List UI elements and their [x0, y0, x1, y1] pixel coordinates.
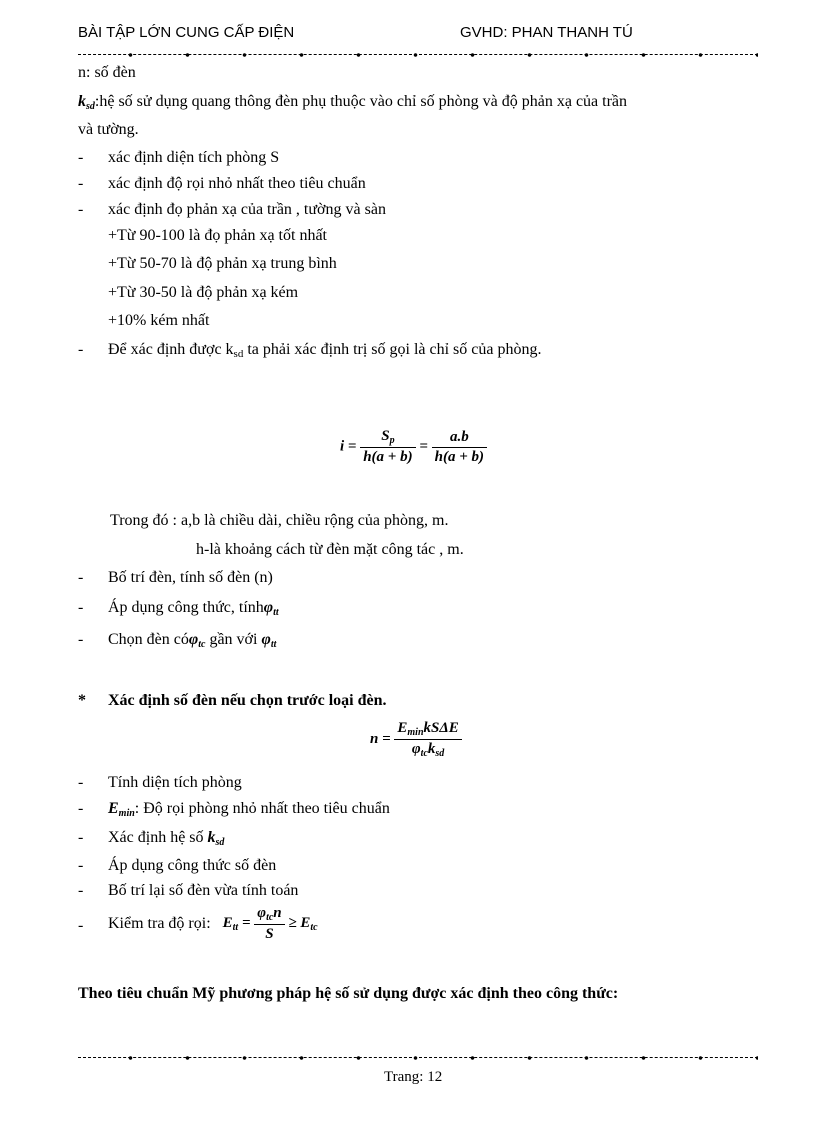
ksd-definition [78, 93, 627, 112]
formula-i-frac1: $\frac{S_p}{h(a + b)}$ [360, 428, 415, 466]
section-star: * [78, 692, 86, 709]
reflectance-medium: +Từ 50-70 là độ phản xạ trung bình [108, 255, 337, 272]
formula-i-frac2: $\frac{a.b}{h(a + b)}$ [432, 429, 487, 466]
ksd-symbol: k [78, 93, 86, 110]
step-area: xác định diện tích phòng S [108, 149, 280, 166]
dash-bullet: - [78, 774, 84, 791]
where-line-1: Trong đó : a,b là chiều dài, chiều rộng của phòng, m. [110, 512, 449, 529]
step-choose-lamp: Chọn đèn cóφ$_{tc}$ gần với $\varphi_{tt}$ [108, 631, 277, 650]
step-apply-formula: Áp dụng công thức, tínhφ$_{tt}$ [108, 599, 279, 618]
n-definition: n: số đèn [78, 64, 136, 81]
header-instructor: GVHD: PHAN THANH TÚ [460, 24, 633, 41]
dash-bullet: - [78, 201, 84, 218]
ksd-definition-text: :hệ số sử dụng quang thông đèn phụ thuộc vào chỉ số phòng và độ phản xạ của trần [94, 93, 628, 110]
reflectance-best: +Từ 90-100 là đọ phản xạ tốt nhất [108, 227, 327, 244]
where-line-2: h-là khoảng cách từ đèn mặt công tác , m. [196, 541, 464, 558]
dash-bullet: - [78, 829, 84, 846]
dash-bullet: - [78, 569, 84, 586]
formula-lamp-count: n = $\frac{E_{min}kS\Delta E}{\varphi_{tc}k_{sd}}$ [370, 720, 462, 759]
ksd-symbol-sub: sd [86, 101, 95, 112]
step-arrange-lamps: Bố trí đèn, tính số đèn (n) [108, 569, 273, 586]
step-rearrange: Bố trí lại số đèn vừa tính toán [108, 882, 299, 899]
formula-room-index: i = $\frac{S_p}{h(a + b)}$ = $\frac{a.b}{h(a + b)}$ [340, 428, 487, 466]
footer-rule [78, 1054, 758, 1062]
reflectance-poor: +Từ 30-50 là độ phản xạ kém [108, 284, 299, 301]
page-number: Trang: 12 [384, 1069, 443, 1085]
header-rule [78, 51, 758, 59]
closing-statement: Theo tiêu chuẩn Mỹ phương pháp hệ số sử dụng được xác định theo công thức: [78, 985, 619, 1002]
dash-bullet: - [78, 800, 84, 817]
step-room-index: Để xác định được ksd ta phải xác định trị số gọi là chỉ số của phòng. [108, 341, 542, 360]
reflectance-worst: +10% kém nhất [108, 312, 210, 329]
dash-bullet: - [78, 857, 84, 874]
step-check-illuminance: Kiểm tra độ rọi: $E_{tt}$ = $\frac{\varphi_{tc}n}{S}$ ≥ $E_{tc}$ [108, 905, 318, 942]
dash-bullet: - [78, 341, 84, 358]
step-emin: $E_{min}$: Độ rọi phòng nhỏ nhất theo tiêu chuẩn [108, 800, 390, 819]
dash-bullet: - [78, 631, 84, 648]
dash-bullet: - [78, 917, 84, 934]
step-reflectance: xác định đọ phản xạ của trần , tường và sàn [108, 201, 386, 218]
dash-bullet: - [78, 175, 84, 192]
header-title: BÀI TẬP LỚN CUNG CẤP ĐIỆN [78, 24, 295, 41]
dash-bullet: - [78, 599, 84, 616]
ksd-definition-cont: và tường. [78, 121, 139, 138]
formula-i-lhs: i = [340, 438, 357, 455]
step-room-area: Tính diện tích phòng [108, 774, 242, 791]
step-min-illuminance: xác định độ rọi nhỏ nhất theo tiêu chuẩn [108, 175, 366, 192]
dash-bullet: - [78, 149, 84, 166]
dash-bullet: - [78, 882, 84, 899]
step-apply-count: Áp dụng công thức số đèn [108, 857, 277, 874]
step-ksd: Xác định hệ số $k_{sd}$ [108, 829, 225, 848]
section-title: Xác định số đèn nếu chọn trước loại đèn. [108, 692, 387, 709]
